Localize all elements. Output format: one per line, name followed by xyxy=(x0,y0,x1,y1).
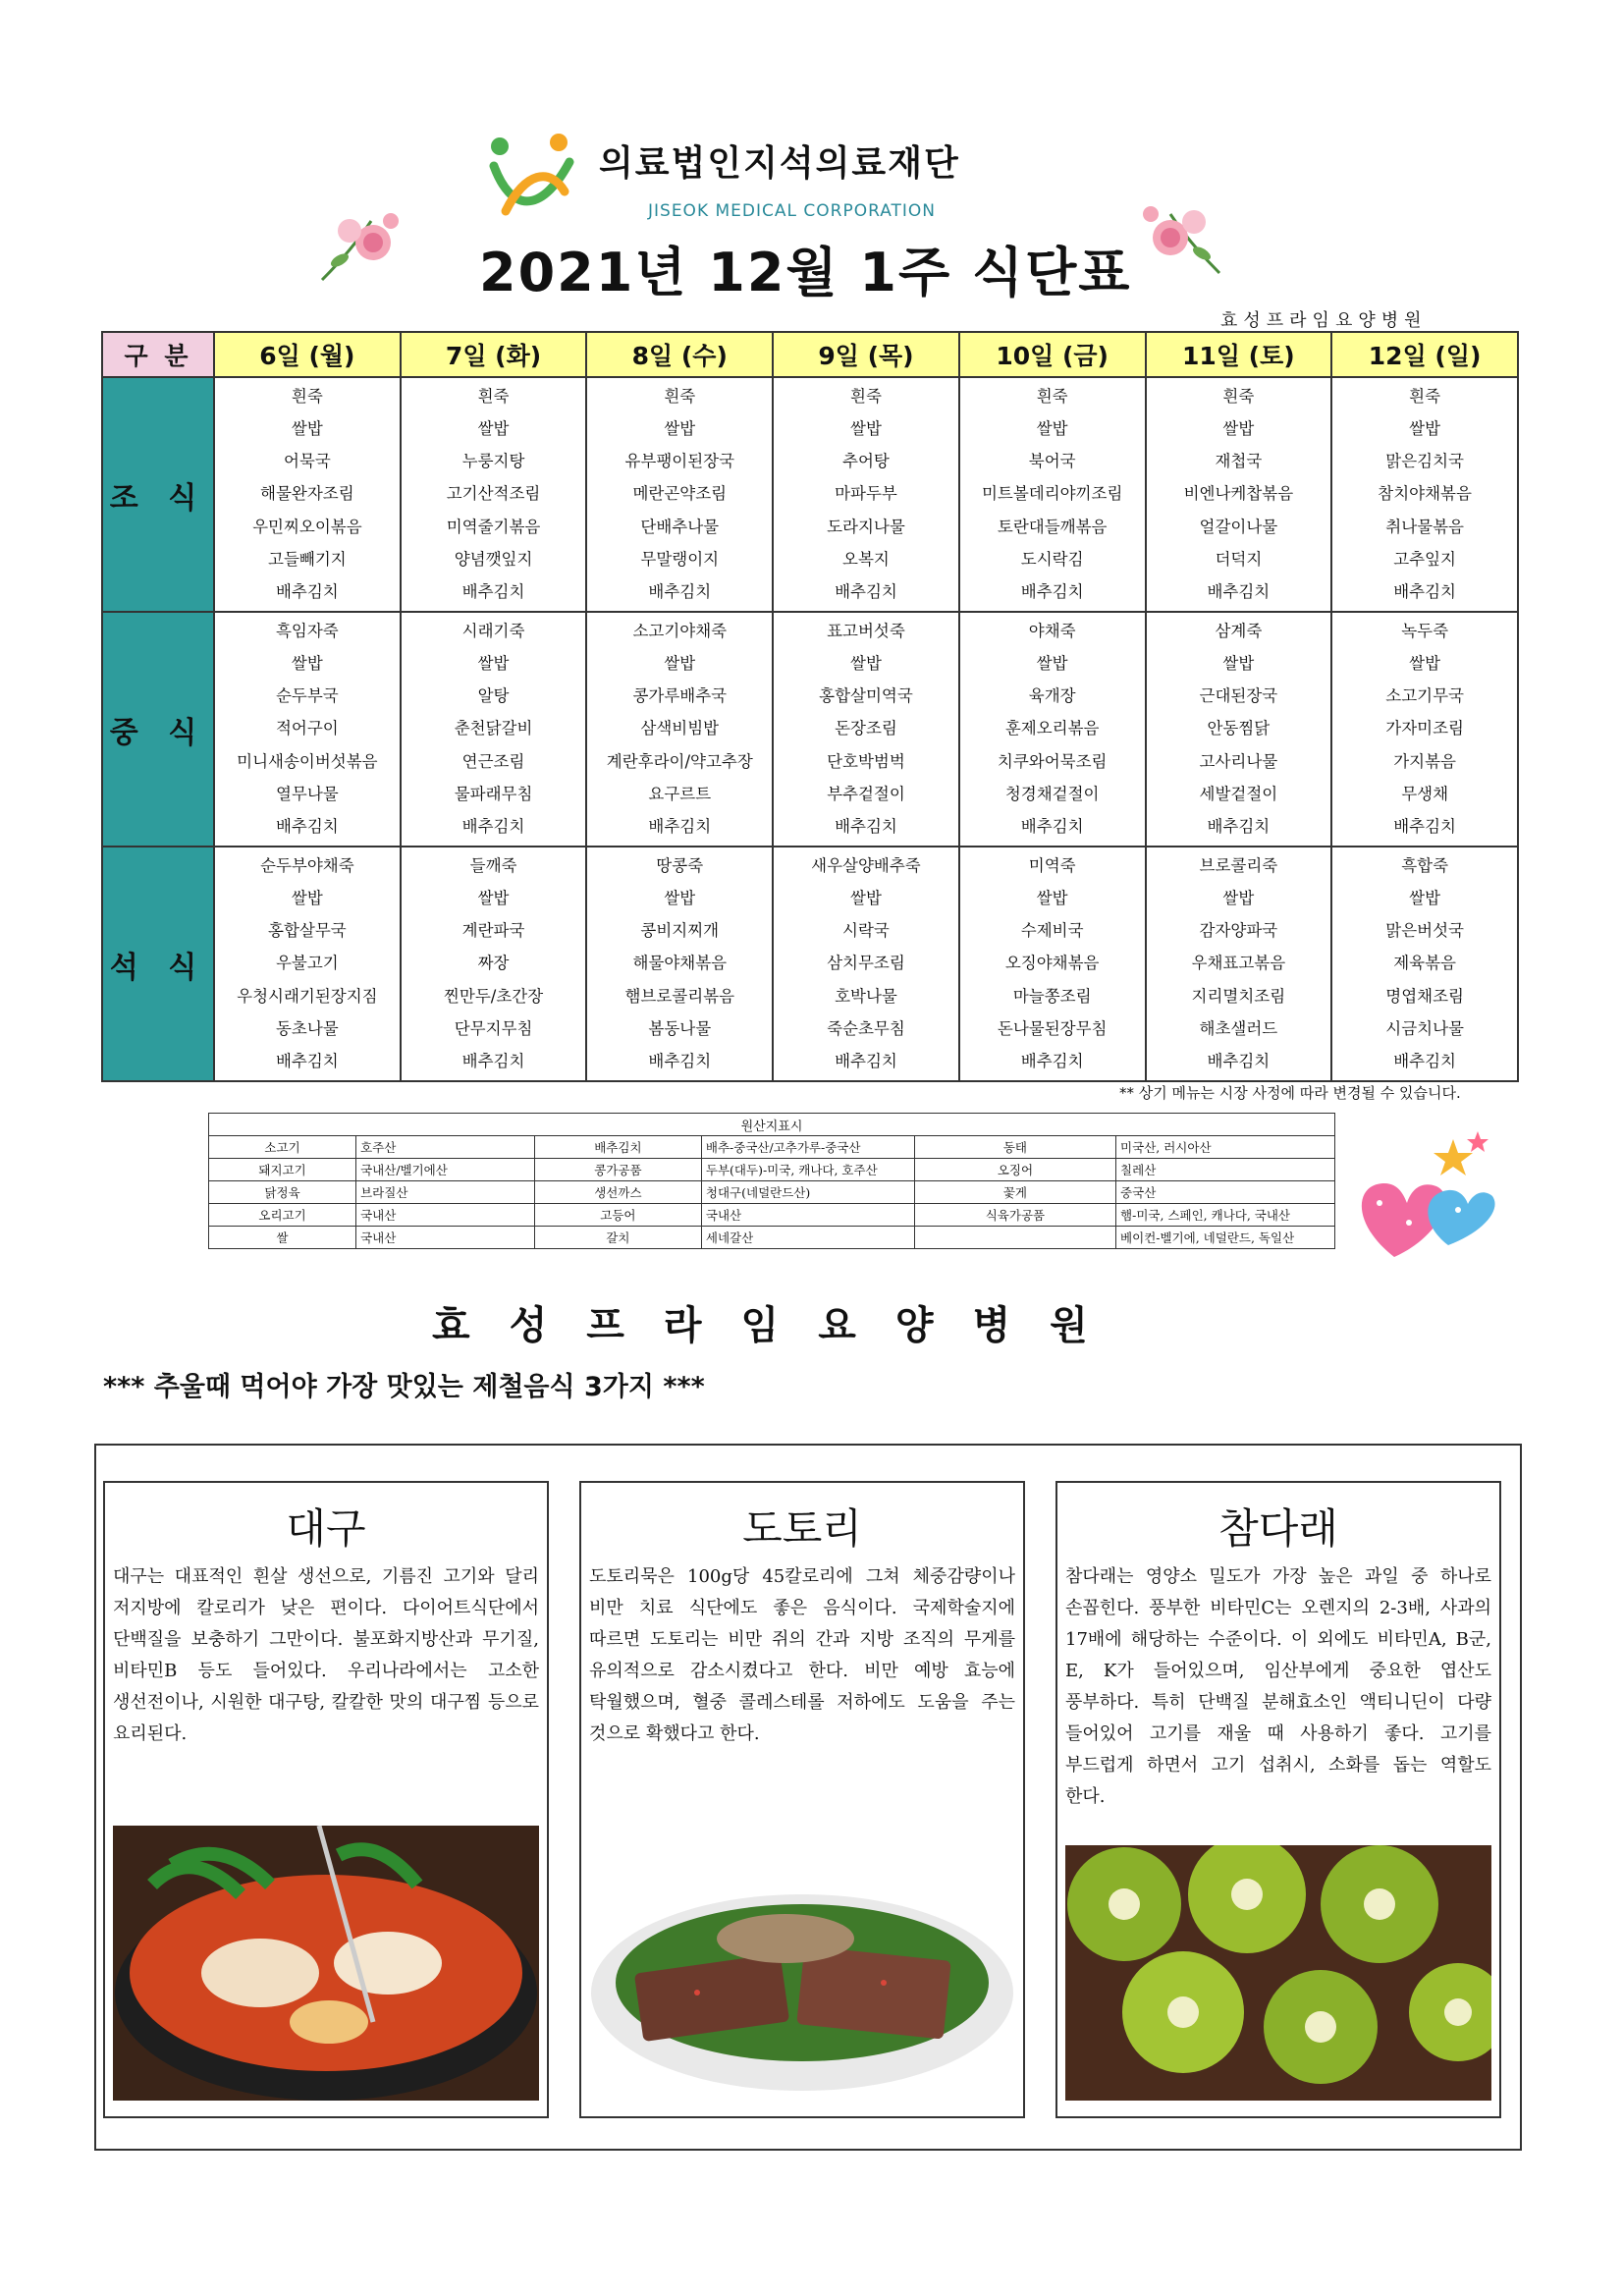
origin-title: 원산지표시 xyxy=(209,1114,1335,1136)
menu-cell xyxy=(959,847,1146,1081)
menu-item: 미역죽 xyxy=(1028,855,1076,875)
menu-item: 쌀밥 xyxy=(477,653,510,673)
menu-item: 청경채겉절이 xyxy=(1004,785,1100,804)
menu-item: 마늘쫑조림 xyxy=(1012,986,1092,1006)
origin-row xyxy=(209,1159,1335,1181)
menu-item: 오징야채볶음 xyxy=(1004,954,1100,973)
menu-item: 배추김치 xyxy=(275,582,339,602)
menu-item: 배추김치 xyxy=(461,582,525,602)
menu-item: 도라지나물 xyxy=(827,517,905,536)
origin-country: 브라질산 xyxy=(356,1181,535,1204)
origin-item: 소고기 xyxy=(209,1136,356,1159)
menu-item: 고사리나물 xyxy=(1199,751,1278,771)
menu-item: 땅콩죽 xyxy=(656,855,704,875)
day-header: 9일 (목) xyxy=(773,332,959,377)
menu-cell xyxy=(214,612,401,847)
origin-item: 오리고기 xyxy=(209,1204,356,1227)
menu-item: 흰죽 xyxy=(291,386,323,406)
origin-country: 호주산 xyxy=(356,1136,535,1159)
menu-item: 시금치나물 xyxy=(1385,1019,1464,1039)
menu-item: 단호박범벅 xyxy=(827,751,905,771)
cod-stew-photo xyxy=(113,1826,539,2101)
menu-item: 시락국 xyxy=(842,921,890,941)
day-header: 6일 (월) xyxy=(214,332,401,377)
origin-item: 식육가공품 xyxy=(914,1204,1115,1227)
menu-item: 더덕지 xyxy=(1215,550,1263,570)
menu-item: 홍합살무국 xyxy=(268,921,347,941)
menu-item: 배추김치 xyxy=(1020,582,1084,602)
origin-item: 생선까스 xyxy=(534,1181,701,1204)
menu-item: 배추김치 xyxy=(835,817,897,837)
meal-label: 조 식 xyxy=(102,377,214,612)
menu-item: 육개장 xyxy=(1028,686,1076,706)
menu-item: 시래기죽 xyxy=(461,621,525,640)
menu-item: 순두부야채죽 xyxy=(260,855,354,875)
menu-item: 흰죽 xyxy=(664,386,696,406)
origin-item: 고등어 xyxy=(534,1204,701,1227)
hospital-name-small: 효성프라임요양병원 xyxy=(1220,310,1428,331)
menu-item: 북어국 xyxy=(1028,452,1076,471)
menu-item: 배추김치 xyxy=(648,1052,712,1071)
menu-item: 메란곤약조림 xyxy=(632,484,728,504)
origin-item: 동태 xyxy=(914,1136,1115,1159)
menu-item: 쌀밥 xyxy=(291,653,323,673)
menu-item: 흰죽 xyxy=(1409,386,1441,406)
food-card-acorn xyxy=(579,1481,1025,2118)
menu-item: 열무나물 xyxy=(275,785,339,804)
menu-cell xyxy=(773,847,959,1081)
menu-item: 배추김치 xyxy=(1207,582,1271,602)
origin-country: 국내산 xyxy=(356,1204,535,1227)
origin-country: 두부(대두)-미국, 캐나다, 호주산 xyxy=(701,1159,914,1181)
origin-country: 국내산 xyxy=(701,1204,914,1227)
food-card-text: 대구는 대표적인 흰살 생선으로, 기름진 고기와 달리 저지방에 칼로리가 낮은 편이다. 다이어트식단에서 단백질을 보충하기 그만이다. 불포화지방산과 무기질, 비타민B 등도 들어있다. 우리나라에서는 고소한 생선전이나, 시원한 대구탕, 칼칼한 맛의 대구찜 등으로 요리된다. xyxy=(113,1566,539,1744)
menu-item: 미역줄기볶음 xyxy=(446,517,541,536)
menu-item: 미트볼데리야끼조림 xyxy=(981,484,1123,504)
menu-item: 고추잎지 xyxy=(1393,550,1456,570)
food-card-title: 도토리 xyxy=(742,1504,862,1553)
menu-item: 돈나물된장무침 xyxy=(997,1019,1108,1039)
menu-cell xyxy=(401,847,587,1081)
origin-row xyxy=(209,1136,1335,1159)
origin-item: 콩가공품 xyxy=(534,1159,701,1181)
origin-country: 미국산, 러시아산 xyxy=(1116,1136,1335,1159)
menu-item: 녹두죽 xyxy=(1401,621,1449,640)
menu-item: 소고기무국 xyxy=(1385,686,1464,706)
menu-item: 쌀밥 xyxy=(1036,888,1068,907)
menu-item: 배추김치 xyxy=(835,582,897,602)
menu-item: 배추김치 xyxy=(1020,1052,1084,1071)
meal-row xyxy=(102,847,1518,1081)
menu-item: 배추김치 xyxy=(1393,817,1456,837)
menu-item: 해물야채볶음 xyxy=(632,954,728,973)
menu-item: 부추겉절이 xyxy=(827,785,905,804)
menu-item: 흑합죽 xyxy=(1401,855,1449,875)
menu-item: 쌀밥 xyxy=(291,418,323,438)
menu-item: 맑은김치국 xyxy=(1385,452,1464,471)
menu-item: 치쿠와어묵조림 xyxy=(997,751,1108,771)
meal-label: 석 식 xyxy=(102,847,214,1081)
seasonal-food-heading: *** 추울때 먹어야 가장 맛있는 제철음식 3가지 *** xyxy=(103,1372,705,1402)
menu-item: 흑임자죽 xyxy=(275,621,339,640)
origin-country: 청대구(네덜란드산) xyxy=(701,1181,914,1204)
menu-cell xyxy=(1331,612,1518,847)
menu-cell xyxy=(1331,847,1518,1081)
menu-item: 콩가루배추국 xyxy=(632,686,728,706)
menu-cell xyxy=(586,612,773,847)
menu-item: 추어탕 xyxy=(842,452,890,471)
menu-item: 가자미조림 xyxy=(1385,719,1464,738)
menu-item: 햄브로콜리볶음 xyxy=(624,986,735,1006)
menu-item: 브로콜리죽 xyxy=(1199,855,1278,875)
corner-label: 구 분 xyxy=(102,332,214,377)
menu-item: 쌀밥 xyxy=(1222,653,1255,673)
origin-country: 햄-미국, 스페인, 캐나다, 국내산 xyxy=(1116,1204,1335,1227)
meal-row xyxy=(102,377,1518,612)
food-card-text: 참다래는 영양소 밀도가 가장 높은 과일 중 하나로 손꼽힌다. 풍부한 비타민C는 오렌지의 2-3배, 사과의 17배에 해당하는 수준이다. 이 외에도 비타민A, B군, E, K가 들어있으며, 임산부에게 중요한 엽산도 풍부하다. 특히 단백질 분해효소인 액티니딘이 다량 들어있어 고기를 재울 때 사용하기 좋다. 고기를 부드럽게 하면서 고기 섭취시, 소화를 돕는 역할도 한다. xyxy=(1065,1566,1491,1807)
menu-header-row xyxy=(102,332,1518,377)
menu-item: 안동찜닭 xyxy=(1207,719,1271,738)
org-name: 의료법인지석의료재단 xyxy=(599,143,960,184)
menu-cell xyxy=(1146,612,1332,847)
menu-item: 찐만두/초간장 xyxy=(443,986,544,1006)
menu-item: 우불고기 xyxy=(275,954,339,973)
menu-item: 흰죽 xyxy=(850,386,882,406)
origin-row xyxy=(209,1204,1335,1227)
menu-item: 훈제오리볶음 xyxy=(1004,719,1100,738)
menu-item: 흰죽 xyxy=(1222,386,1255,406)
menu-item: 마파두부 xyxy=(835,484,897,504)
menu-item: 삼치무조림 xyxy=(827,954,905,973)
menu-cell xyxy=(959,377,1146,612)
day-header: 8일 (수) xyxy=(586,332,773,377)
origin-row xyxy=(209,1181,1335,1204)
menu-item: 쌀밥 xyxy=(1409,653,1441,673)
menu-cell xyxy=(401,612,587,847)
flower-decoration-icon xyxy=(1131,194,1229,283)
menu-cell xyxy=(586,377,773,612)
menu-item: 쌀밥 xyxy=(850,418,882,438)
menu-item: 수제비국 xyxy=(1020,921,1084,941)
menu-item: 알탕 xyxy=(477,686,510,706)
menu-item: 쌀밥 xyxy=(850,653,882,673)
menu-change-notice: ** 상기 메뉴는 시장 사정에 따라 변경될 수 있습니다. xyxy=(1119,1084,1461,1102)
menu-item: 배추김치 xyxy=(1393,582,1456,602)
kiwi-photo xyxy=(1065,1845,1491,2101)
menu-cell xyxy=(214,377,401,612)
menu-item: 콩비지찌개 xyxy=(640,921,720,941)
menu-item: 삼색비빔밥 xyxy=(640,719,720,738)
menu-item: 흰죽 xyxy=(477,386,510,406)
day-header: 12일 (일) xyxy=(1331,332,1518,377)
menu-item: 야채죽 xyxy=(1028,621,1076,640)
menu-item: 쌀밥 xyxy=(1222,888,1255,907)
org-english-name: JISEOK MEDICAL CORPORATION xyxy=(648,201,937,221)
menu-item: 쌀밥 xyxy=(664,653,696,673)
menu-item: 흰죽 xyxy=(1036,386,1068,406)
menu-item: 들깨죽 xyxy=(469,855,517,875)
menu-item: 쌀밥 xyxy=(477,418,510,438)
food-card-title: 참다래 xyxy=(1218,1504,1338,1553)
menu-item: 오복지 xyxy=(842,550,890,570)
menu-item: 쌀밥 xyxy=(664,888,696,907)
menu-item: 근대된장국 xyxy=(1199,686,1278,706)
menu-item: 돈장조림 xyxy=(835,719,897,738)
menu-item: 봄동나물 xyxy=(648,1019,712,1039)
menu-item: 누룽지탕 xyxy=(461,452,525,471)
menu-item: 무생채 xyxy=(1401,785,1449,804)
menu-item: 쌀밥 xyxy=(664,418,696,438)
origin-country: 칠레산 xyxy=(1116,1159,1335,1181)
menu-item: 물파래무침 xyxy=(454,785,533,804)
weekly-menu-table xyxy=(101,331,1519,1082)
food-card-cod xyxy=(103,1481,549,2118)
day-header: 10일 (금) xyxy=(959,332,1146,377)
menu-cell xyxy=(1331,377,1518,612)
menu-item: 우민찌오이볶음 xyxy=(252,517,362,536)
flower-decoration-icon xyxy=(312,201,410,290)
menu-item: 삼계죽 xyxy=(1215,621,1263,640)
acorn-jelly-photo xyxy=(589,1845,1015,2101)
menu-item: 소고기야채죽 xyxy=(632,621,728,640)
menu-item: 가지볶음 xyxy=(1393,751,1456,771)
menu-item: 배추김치 xyxy=(1020,817,1084,837)
menu-cell xyxy=(959,612,1146,847)
menu-item: 쌀밥 xyxy=(850,888,882,907)
menu-item: 쌀밥 xyxy=(1036,653,1068,673)
menu-item: 배추김치 xyxy=(461,1052,525,1071)
menu-item: 세발겉절이 xyxy=(1199,785,1278,804)
day-header: 7일 (화) xyxy=(401,332,587,377)
menu-item: 배추김치 xyxy=(648,582,712,602)
menu-item: 배추김치 xyxy=(1207,817,1271,837)
menu-item: 배추김치 xyxy=(835,1052,897,1071)
menu-item: 어묵국 xyxy=(283,452,331,471)
meal-label: 중 식 xyxy=(102,612,214,847)
menu-item: 요구르트 xyxy=(648,785,712,804)
origin-item: 갈치 xyxy=(534,1227,701,1249)
menu-item: 해초샐러드 xyxy=(1199,1019,1278,1039)
menu-item: 새우살양배추죽 xyxy=(811,855,921,875)
menu-item: 쌀밥 xyxy=(1409,888,1441,907)
origin-country: 배추-중국산/고추가루-중국산 xyxy=(701,1136,914,1159)
menu-item: 배추김치 xyxy=(275,1052,339,1071)
origin-country: 국내산/벨기에산 xyxy=(356,1159,535,1181)
menu-item: 배추김치 xyxy=(1207,1052,1271,1071)
menu-cell xyxy=(586,847,773,1081)
origin-item xyxy=(914,1227,1115,1249)
menu-item: 쌀밥 xyxy=(1036,418,1068,438)
menu-item: 명엽채조림 xyxy=(1385,986,1464,1006)
origin-item: 쌀 xyxy=(209,1227,356,1249)
menu-item: 고기산적조림 xyxy=(446,484,541,504)
menu-item: 고들빼기지 xyxy=(268,550,347,570)
menu-item: 배추김치 xyxy=(275,817,339,837)
origin-country: 세네갈산 xyxy=(701,1227,914,1249)
menu-item: 배추김치 xyxy=(461,817,525,837)
menu-item: 우채표고볶음 xyxy=(1191,954,1286,973)
menu-item: 쌀밥 xyxy=(291,888,323,907)
menu-item: 유부팽이된장국 xyxy=(624,452,735,471)
menu-item: 감자양파국 xyxy=(1199,921,1278,941)
menu-item: 춘천닭갈비 xyxy=(454,719,533,738)
logo-icon xyxy=(486,133,576,223)
menu-cell xyxy=(401,377,587,612)
menu-item: 제육볶음 xyxy=(1393,954,1456,973)
origin-item: 닭정육 xyxy=(209,1181,356,1204)
origin-item: 배추김치 xyxy=(534,1136,701,1159)
menu-item: 연근조림 xyxy=(461,751,525,771)
menu-item: 동초나물 xyxy=(275,1019,339,1039)
menu-item: 참치야채볶음 xyxy=(1378,484,1472,504)
menu-cell xyxy=(214,847,401,1081)
menu-item: 지리멸치조림 xyxy=(1191,986,1286,1006)
menu-item: 도시락김 xyxy=(1020,550,1084,570)
origin-title-row xyxy=(209,1114,1335,1136)
day-header: 11일 (토) xyxy=(1146,332,1332,377)
origin-country: 중국산 xyxy=(1116,1181,1335,1204)
menu-item: 해물완자조림 xyxy=(260,484,354,504)
menu-item: 짜장 xyxy=(477,954,510,973)
food-card-kiwi xyxy=(1055,1481,1501,2118)
menu-item: 홍합살미역국 xyxy=(819,686,913,706)
menu-cell xyxy=(773,612,959,847)
menu-item: 계란후라이/약고추장 xyxy=(606,751,753,771)
menu-item: 배추김치 xyxy=(648,817,712,837)
menu-item: 쌀밥 xyxy=(1222,418,1255,438)
meal-row xyxy=(102,612,1518,847)
food-card-title: 대구 xyxy=(286,1504,366,1553)
origin-item: 오징어 xyxy=(914,1159,1115,1181)
origin-country: 베이컨-벨기에, 네덜란드, 독일산 xyxy=(1116,1227,1335,1249)
menu-item: 우청시래기된장지짐 xyxy=(237,986,378,1006)
origin-item: 꽃게 xyxy=(914,1181,1115,1204)
origin-row xyxy=(209,1227,1335,1249)
hearts-decoration-icon xyxy=(1350,1129,1497,1267)
menu-item: 토란대들깨볶음 xyxy=(997,517,1108,536)
menu-item: 재첩국 xyxy=(1215,452,1263,471)
menu-cell xyxy=(1146,847,1332,1081)
menu-item: 쌀밥 xyxy=(1409,418,1441,438)
page-title: 2021년 12월 1주 식단표 xyxy=(479,242,1132,303)
menu-cell xyxy=(1146,377,1332,612)
food-card-text: 도토리묵은 100g당 45칼로리에 그쳐 체중감량이나 비만 치료 식단에도 좋은 음식이다. 국제학술지에 따르면 도토리는 비만 쥐의 간과 지방 조직의 무게를 유의적으로 감소시켰다고 한다. 비만 예방 효능에 탁월했으며, 혈중 콜레스테롤 저하에도 도움을 주는 것으로 확했다고 한다. xyxy=(589,1566,1015,1744)
menu-item: 순두부국 xyxy=(275,686,339,706)
menu-item: 단무지무침 xyxy=(454,1019,533,1039)
menu-item: 적어구이 xyxy=(275,719,339,738)
menu-item: 쌀밥 xyxy=(477,888,510,907)
menu-item: 죽순초무침 xyxy=(827,1019,905,1039)
menu-cell xyxy=(773,377,959,612)
menu-item: 표고버섯죽 xyxy=(827,621,905,640)
origin-item: 돼지고기 xyxy=(209,1159,356,1181)
menu-item: 미니새송이버섯볶음 xyxy=(237,751,378,771)
menu-item: 취나물볶음 xyxy=(1385,517,1464,536)
menu-item: 호박나물 xyxy=(835,986,897,1006)
menu-item: 맑은버섯국 xyxy=(1385,921,1464,941)
origin-country: 국내산 xyxy=(356,1227,535,1249)
menu-item: 얼갈이나물 xyxy=(1199,517,1278,536)
menu-item: 배추김치 xyxy=(1393,1052,1456,1071)
menu-item: 계란파국 xyxy=(461,921,525,941)
origin-table xyxy=(208,1113,1335,1249)
menu-item: 비엔나케찹볶음 xyxy=(1183,484,1294,504)
menu-item: 무말랭이지 xyxy=(640,550,720,570)
menu-item: 단배추나물 xyxy=(640,517,720,536)
menu-item: 양념깻잎지 xyxy=(454,550,533,570)
hospital-name-large: 효성프라임요양병원 xyxy=(432,1303,1127,1348)
